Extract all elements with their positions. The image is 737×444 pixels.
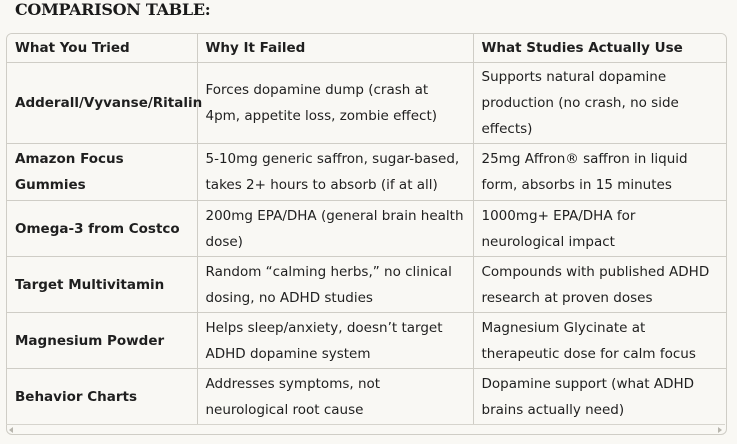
page-heading: COMPARISON TABLE:: [15, 0, 211, 19]
table-row: [7, 257, 726, 313]
table-cell-failed: 5-10mg generic saffron, sugar-based, takes 2+ hours to absorb (if at all): [197, 144, 473, 201]
table-row: [7, 369, 726, 426]
table-cell-tried: Omega-3 from Costco: [7, 201, 197, 257]
horizontal-scrollbar[interactable]: [6, 424, 725, 435]
comparison-table: [7, 34, 726, 425]
column-header: Why It Failed: [197, 34, 473, 63]
table-cell-tried: Adderall/Vyvanse/Ritalin: [7, 63, 197, 144]
table-row: [7, 144, 726, 201]
table-cell-tried: Magnesium Powder: [7, 313, 197, 369]
table-cell-tried: Amazon Focus Gummies: [7, 144, 197, 201]
table-row: [7, 313, 726, 369]
table-header-row: [7, 34, 726, 63]
table-row: [7, 63, 726, 144]
table-cell-failed: Random “calming herbs,” no clinical dosing, no ADHD studies: [197, 257, 473, 313]
table-cell-failed: 200mg EPA/DHA (general brain health dose): [197, 201, 473, 257]
table-cell-studies: 25mg Affron® saffron in liquid form, absorbs in 15 minutes: [473, 144, 726, 201]
table-cell-studies: 1000mg+ EPA/DHA for neurological impact: [473, 201, 726, 257]
table-cell-studies: Magnesium Glycinate at therapeutic dose for calm focus: [473, 313, 726, 369]
table-cell-studies: Supports natural dopamine production (no crash, no side effects): [473, 63, 726, 144]
table-cell-studies: Dopamine support (what ADHD brains actually need): [481, 376, 695, 418]
column-header: What Studies Actually Use: [473, 34, 726, 63]
table-cell-failed: Forces dopamine dump (crash at 4pm, appetite loss, zombie effect): [197, 63, 473, 144]
table-cell-tried: Behavior Charts: [7, 369, 197, 426]
table-row: [7, 201, 726, 257]
table-cell-failed: Addresses symptoms, not neurological root cause: [197, 369, 473, 426]
table-cell-studies: Compounds with published ADHD research at proven doses: [473, 257, 726, 313]
table-cell-failed: Helps sleep/anxiety, doesn’t target ADHD dopamine system: [197, 313, 473, 369]
comparison-table-container[interactable]: [6, 33, 727, 435]
column-header: What You Tried: [7, 34, 197, 63]
arrow-right-icon[interactable]: [718, 427, 722, 433]
arrow-left-icon[interactable]: [9, 427, 13, 433]
table-cell-tried: Target Multivitamin: [7, 257, 197, 313]
